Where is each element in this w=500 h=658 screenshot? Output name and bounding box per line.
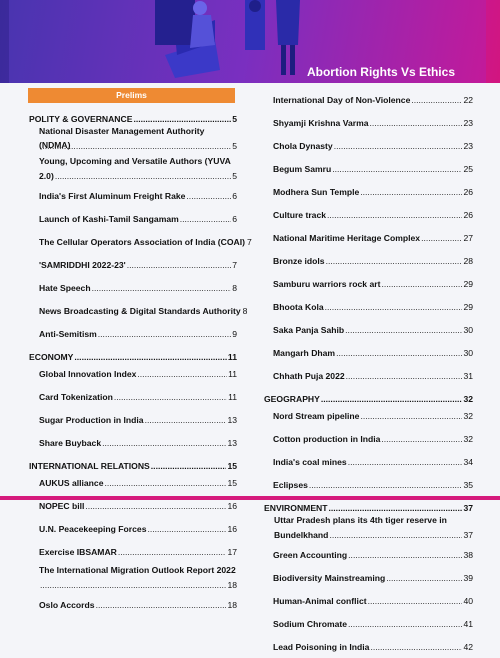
toc-entry[interactable] — [262, 364, 473, 387]
dot-leader — [421, 233, 462, 243]
dot-leader — [96, 600, 227, 610]
toc-entry-label: Young, Upcoming and Versatile Authors (YUVA — [39, 156, 231, 166]
dot-leader — [114, 392, 227, 402]
page-number: 9 — [232, 328, 237, 339]
dot-leader — [346, 371, 463, 381]
toc-left-column — [27, 88, 252, 616]
toc-entry[interactable] — [262, 272, 473, 295]
toc-entry-label: Lead Poisoning in India — [273, 641, 370, 652]
dot-leader — [186, 191, 231, 201]
dot-leader — [332, 164, 462, 174]
toc-entry[interactable] — [27, 471, 237, 494]
toc-entry[interactable] — [262, 134, 473, 157]
illustration-figures-icon — [145, 0, 265, 78]
page-number: 28 — [463, 255, 473, 266]
toc-entry-label: GEOGRAPHY — [264, 394, 320, 404]
page-number: 16 — [227, 500, 237, 511]
dot-leader — [92, 283, 232, 293]
dot-leader — [55, 171, 231, 181]
page-number: 17 — [227, 546, 237, 557]
toc-entry-label: Nord Stream pipeline — [273, 410, 360, 421]
toc-entry[interactable] — [27, 385, 237, 408]
toc-entry-label: ENVIRONMENT — [264, 503, 328, 513]
toc-entry-label: Eclipses — [273, 479, 308, 490]
toc-section-heading[interactable] — [27, 454, 237, 471]
toc-entry[interactable] — [262, 180, 473, 203]
toc-entry-label: ECONOMY — [29, 352, 74, 362]
toc-entry-label: News Broadcasting & Digital Standards Authority — [39, 305, 241, 316]
toc-entry[interactable] — [27, 322, 237, 345]
toc-entry-label: 'SAMRIDDHI 2022-23' — [39, 259, 126, 270]
toc-section-heading[interactable] — [27, 107, 237, 124]
page-number: 26 — [463, 186, 473, 197]
toc-entry-label: Sugar Production in India — [39, 414, 144, 425]
toc-entry-label: Share Buyback — [39, 437, 102, 448]
toc-entry[interactable] — [262, 318, 473, 341]
toc-right-column — [262, 88, 473, 658]
toc-entry-label: Uttar Pradesh plans its 4th tiger reserve in — [274, 515, 447, 525]
dot-leader — [386, 573, 462, 583]
page-number: 25 — [463, 163, 473, 174]
toc-entry-label: AUKUS alliance — [39, 477, 104, 488]
page-number: 7 — [246, 236, 252, 247]
toc-entry-label: Chola Dynasty — [273, 140, 333, 151]
toc-entry[interactable] — [262, 473, 473, 496]
dot-leader — [85, 501, 226, 511]
toc-entry[interactable] — [262, 513, 473, 543]
toc-entry-label: The Cellular Operators Association of India (COAI) — [39, 236, 245, 247]
dot-leader — [329, 503, 463, 513]
dot-leader — [98, 329, 231, 339]
toc-entry-label: Green Accounting — [273, 549, 348, 560]
dot-leader — [370, 642, 462, 652]
toc-entry-label: Culture track — [273, 209, 327, 220]
dot-leader — [40, 580, 226, 590]
toc-entry[interactable] — [27, 253, 237, 276]
toc-entry-label: Cotton production in India — [273, 433, 381, 444]
page-number: 16 — [227, 523, 237, 534]
dot-leader — [133, 114, 231, 124]
toc-entry[interactable] — [27, 230, 252, 253]
toc-entry-label: Chhath Puja 2022 — [273, 370, 345, 381]
toc-entry-label: International Day of Non-Violence — [273, 94, 411, 105]
dot-leader — [127, 260, 232, 270]
toc-entry-label: Human-Animal conflict — [273, 595, 367, 606]
page-number: 15 — [227, 477, 237, 488]
dot-leader — [180, 214, 231, 224]
toc-entry[interactable] — [262, 404, 473, 427]
toc-entry[interactable] — [262, 341, 473, 364]
dot-leader — [348, 619, 462, 629]
toc-entry-label: Hate Speech — [39, 282, 91, 293]
toc-section-heading[interactable] — [262, 387, 473, 404]
toc-entry-label: Mangarh Dham — [273, 347, 336, 358]
page-number: 5 — [232, 171, 237, 181]
page-number: 8 — [232, 282, 237, 293]
toc-entry[interactable] — [27, 408, 237, 431]
dot-leader — [336, 348, 462, 358]
dot-leader — [360, 411, 462, 421]
toc-entry-label: Bhoota Kola — [273, 301, 324, 312]
toc-entry[interactable] — [262, 427, 473, 450]
toc-section-heading[interactable] — [27, 345, 237, 362]
page-number: 30 — [463, 347, 473, 358]
toc-entry[interactable] — [27, 563, 237, 593]
page-number: 32 — [463, 433, 473, 444]
toc-entry-label: India's First Aluminum Freight Rake — [39, 190, 186, 201]
dot-leader — [411, 95, 462, 105]
toc-entry[interactable] — [262, 566, 473, 589]
prelims-header: Prelims — [28, 88, 235, 103]
dot-leader — [370, 118, 463, 128]
toc-entry[interactable] — [262, 543, 473, 566]
toc-entry-label: Begum Samru — [273, 163, 332, 174]
page-number: 27 — [463, 232, 473, 243]
page-number: 18 — [227, 599, 237, 610]
toc-entry-label: Saka Panja Sahib — [273, 324, 345, 335]
page-number: 11 — [227, 352, 237, 362]
toc-entry-continuation[interactable] — [39, 168, 237, 181]
toc-entry-label: NOPEC bill — [39, 500, 85, 511]
toc-entry[interactable] — [262, 111, 473, 134]
banner-title: Abortion Rights Vs Ethics — [306, 65, 455, 79]
toc-entry[interactable] — [27, 207, 237, 230]
toc-entry-label: Biodiversity Mainstreaming — [273, 572, 386, 583]
toc-entry-label: INTERNATIONAL RELATIONS — [29, 461, 150, 471]
page-number: 13 — [227, 414, 237, 425]
page-number: 38 — [463, 549, 473, 560]
toc-entry[interactable] — [262, 88, 473, 111]
page-number: 15 — [227, 461, 237, 471]
dot-leader — [381, 434, 462, 444]
toc-entry-label: Anti-Semitism — [39, 328, 97, 339]
toc-entry-label: Sodium Chromate — [273, 618, 348, 629]
toc-entry[interactable] — [27, 540, 237, 563]
dot-leader — [348, 550, 462, 560]
toc-entry[interactable] — [27, 276, 237, 299]
page-number: 23 — [463, 117, 473, 128]
toc-entry-label: Card Tokenization — [39, 391, 113, 402]
page-number: 5 — [232, 114, 237, 124]
page-number: 31 — [463, 370, 473, 381]
toc-entry-label: National Maritime Heritage Complex — [273, 232, 421, 243]
toc-entry[interactable] — [262, 589, 473, 612]
page-number: 22 — [463, 94, 473, 105]
toc-entry-continuation[interactable] — [274, 527, 473, 540]
toc-entry[interactable] — [262, 635, 473, 658]
dot-leader — [321, 394, 463, 404]
dot-leader — [334, 141, 463, 151]
toc-entry[interactable] — [27, 124, 237, 154]
toc-entry[interactable] — [262, 249, 473, 272]
toc-entry-label: Global Innovation Index — [39, 368, 137, 379]
toc-entry-label: Shyamji Krishna Varma — [273, 117, 369, 128]
dot-leader — [360, 187, 462, 197]
header-banner — [0, 0, 500, 83]
dot-leader — [137, 369, 227, 379]
toc-entry-label: Bundelkhand — [274, 530, 329, 540]
page-number: 23 — [463, 140, 473, 151]
toc-entry[interactable] — [262, 450, 473, 473]
page-number: 37 — [463, 530, 473, 540]
page-number: 40 — [463, 595, 473, 606]
dot-leader — [326, 256, 463, 266]
toc-entry-label: 2.0) — [39, 171, 54, 181]
page-number: 32 — [463, 410, 473, 421]
toc-entry-label: Samburu warriors rock art — [273, 278, 381, 289]
toc-entry-label: National Disaster Management Authority (NDMA) — [39, 126, 205, 150]
page-number: 41 — [463, 618, 473, 629]
page-number: 6 — [232, 213, 237, 224]
toc-entry[interactable] — [27, 593, 237, 616]
dot-leader — [368, 596, 463, 606]
dot-leader — [145, 415, 227, 425]
toc-entry[interactable] — [262, 612, 473, 635]
dot-leader — [309, 480, 463, 490]
dot-leader — [40, 141, 231, 151]
page-number: 26 — [463, 209, 473, 220]
page-number: 37 — [463, 503, 473, 513]
page-number: 6 — [232, 190, 237, 201]
toc-entry[interactable] — [262, 295, 473, 318]
dot-leader — [118, 547, 227, 557]
toc-entry-label: Bronze idols — [273, 255, 325, 266]
dot-leader — [327, 210, 462, 220]
dot-leader — [104, 478, 226, 488]
toc-entry-continuation — [39, 577, 237, 590]
toc-entry-label: U.N. Peacekeeping Forces — [39, 523, 147, 534]
dot-leader — [348, 457, 463, 467]
toc-entry[interactable] — [27, 154, 237, 184]
toc-entry-label: POLITY & GOVERNANCE — [29, 114, 133, 124]
toc-entry-label: The International Migration Outlook Report 2022 — [39, 565, 236, 575]
dot-leader — [345, 325, 462, 335]
page-number: 11 — [228, 368, 237, 379]
page-number: 11 — [228, 391, 237, 402]
toc-entry[interactable] — [27, 299, 248, 322]
toc-entry[interactable] — [262, 226, 473, 249]
toc-entry-label: Oslo Accords — [39, 599, 95, 610]
page-number: 39 — [463, 572, 473, 583]
bottom-accent-bar — [0, 496, 500, 500]
dot-leader — [151, 461, 227, 471]
page-number: 7 — [232, 259, 237, 270]
dot-leader — [147, 524, 226, 534]
toc-entry-label: Modhera Sun Temple — [273, 186, 360, 197]
page-number: 32 — [463, 394, 473, 404]
dot-leader — [74, 352, 227, 362]
toc-entry[interactable] — [27, 184, 237, 207]
toc-entry-label: Exercise IBSAMAR — [39, 546, 117, 557]
page-number: 5 — [232, 141, 237, 151]
toc-entry[interactable] — [262, 203, 473, 226]
page-number: 29 — [463, 278, 473, 289]
toc-entry-label: India's coal mines — [273, 456, 347, 467]
toc-entry-label: Launch of Kashi-Tamil Sangamam — [39, 213, 179, 224]
toc-entry[interactable] — [27, 517, 237, 540]
page-number: 13 — [227, 437, 237, 448]
dot-leader — [102, 438, 226, 448]
illustration-person-icon — [268, 0, 308, 78]
dot-leader — [325, 302, 463, 312]
page-number: 30 — [463, 324, 473, 335]
page-number: 8 — [242, 305, 248, 316]
page-number: 29 — [463, 301, 473, 312]
page-number: 35 — [463, 479, 473, 490]
toc-entry[interactable] — [27, 362, 237, 385]
dot-leader — [381, 279, 462, 289]
page-number: 34 — [463, 456, 473, 467]
dot-leader — [329, 530, 462, 540]
toc-entry[interactable] — [262, 157, 473, 180]
page-number: 42 — [463, 641, 473, 652]
toc-entry[interactable] — [27, 431, 237, 454]
page-number: 18 — [227, 580, 237, 590]
